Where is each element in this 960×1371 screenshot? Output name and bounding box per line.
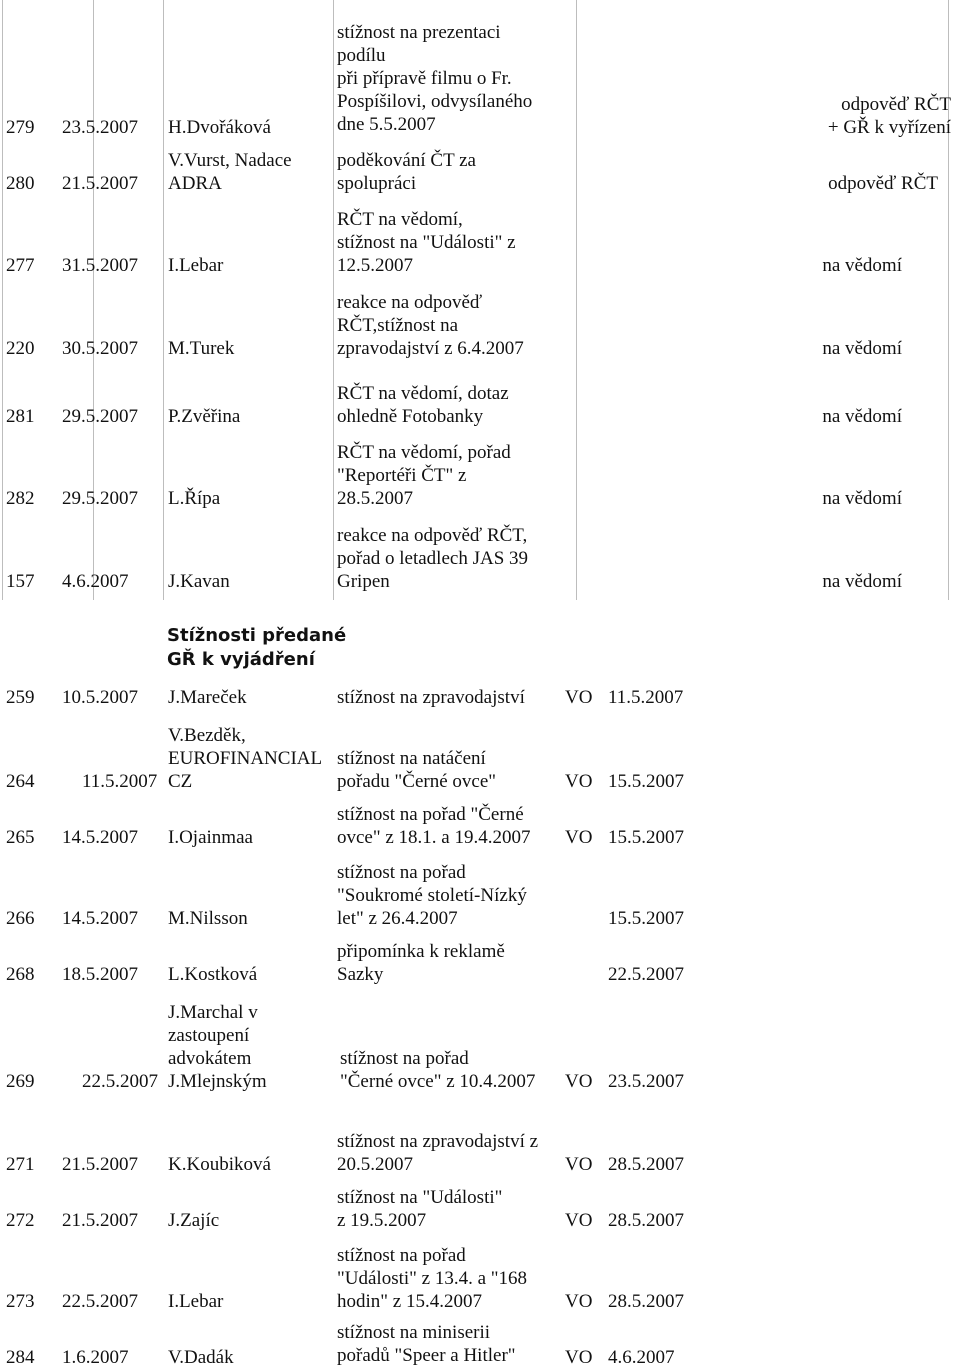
row-number: 269 bbox=[6, 1071, 35, 1092]
row-number: 268 bbox=[6, 964, 35, 985]
row-date: 11.5.2007 bbox=[82, 771, 158, 792]
row-number: 264 bbox=[6, 771, 35, 792]
row-subject: stížnost na "Události" z 19.5.2007 bbox=[337, 1187, 503, 1231]
row-date: 31.5.2007 bbox=[62, 255, 138, 276]
row-sent-date: 28.5.2007 bbox=[608, 1154, 684, 1175]
row-name: I.Lebar bbox=[168, 255, 224, 276]
row-subject: reakce na odpověď RČT, pořad o letadlech JAS 39 Gripen bbox=[337, 525, 529, 592]
row-number: 284 bbox=[6, 1347, 35, 1368]
row-result: odpověď RČT + GŘ k vyřízení bbox=[827, 94, 951, 138]
row-name: V.Dadák bbox=[168, 1347, 234, 1368]
row-date: 21.5.2007 bbox=[62, 1154, 138, 1175]
row-name: L.Kostková bbox=[168, 964, 258, 985]
column-divider bbox=[333, 0, 334, 600]
row-date: 4.6.2007 bbox=[62, 571, 129, 592]
column-divider bbox=[93, 0, 94, 600]
row-subject: RČT na vědomí, pořad "Reportéři ČT" z 28.5.2007 bbox=[337, 442, 511, 509]
row-subject: stížnost na zpravodajství z 20.5.2007 bbox=[337, 1131, 539, 1175]
row-number: 280 bbox=[6, 173, 35, 194]
row-subject: stížnost na pořad "Černé ovce" z 10.4.2007 bbox=[340, 1048, 536, 1092]
row-subject: RČT na vědomí, stížnost na "Události" z 12.5.2007 bbox=[337, 209, 516, 276]
row-number: 273 bbox=[6, 1291, 35, 1312]
column-divider bbox=[163, 0, 164, 600]
row-subject: stížnost na pořad "Soukromé století-Nízký let" z 26.4.2007 bbox=[337, 862, 527, 929]
section-heading: Stížnosti předané GŘ k vyjádření bbox=[167, 625, 347, 670]
row-name: M.Nilsson bbox=[168, 908, 248, 929]
row-name: H.Dvořáková bbox=[168, 117, 271, 138]
row-vo: VO bbox=[565, 1210, 593, 1231]
row-date: 21.5.2007 bbox=[62, 1210, 138, 1231]
row-result: na vědomí bbox=[822, 338, 902, 359]
row-name: I.Ojainmaa bbox=[168, 827, 253, 848]
row-number: 259 bbox=[6, 687, 35, 708]
row-sent-date: 15.5.2007 bbox=[608, 908, 684, 929]
row-subject: RČT na vědomí, dotaz ohledně Fotobanky bbox=[337, 383, 509, 427]
row-number: 279 bbox=[6, 117, 35, 138]
row-subject: poděkování ČT za spolupráci bbox=[337, 150, 476, 194]
row-number: 157 bbox=[6, 571, 35, 592]
row-date: 23.5.2007 bbox=[62, 117, 138, 138]
row-vo: VO bbox=[565, 771, 593, 792]
row-name: J.Mareček bbox=[168, 687, 247, 708]
row-date: 29.5.2007 bbox=[62, 488, 138, 509]
row-result: odpověď RČT bbox=[828, 173, 938, 194]
column-divider bbox=[576, 0, 577, 600]
row-vo: VO bbox=[565, 1154, 593, 1175]
row-date: 30.5.2007 bbox=[62, 338, 138, 359]
row-number: 220 bbox=[6, 338, 35, 359]
row-subject: reakce na odpověď RČT,stížnost na zpravodajství z 6.4.2007 bbox=[337, 292, 524, 359]
row-number: 272 bbox=[6, 1210, 35, 1231]
row-sent-date: 23.5.2007 bbox=[608, 1071, 684, 1092]
row-date: 21.5.2007 bbox=[62, 173, 138, 194]
row-sent-date: 11.5.2007 bbox=[608, 687, 684, 708]
row-number: 265 bbox=[6, 827, 35, 848]
row-name: L.Řípa bbox=[168, 488, 221, 509]
row-subject: stížnost na zpravodajství bbox=[337, 687, 525, 708]
column-divider bbox=[2, 0, 3, 600]
row-name: J.Kavan bbox=[168, 571, 230, 592]
row-result: na vědomí bbox=[822, 488, 902, 509]
row-sent-date: 28.5.2007 bbox=[608, 1210, 684, 1231]
row-name: V.Bezděk, EUROFINANCIAL CZ bbox=[168, 725, 323, 792]
row-number: 266 bbox=[6, 908, 35, 929]
row-vo: VO bbox=[565, 687, 593, 708]
row-subject: stížnost na pořad "Události" z 13.4. a "168 hodin" z 15.4.2007 bbox=[337, 1245, 528, 1312]
row-sent-date: 15.5.2007 bbox=[608, 827, 684, 848]
row-result: na vědomí bbox=[822, 255, 902, 276]
row-name: M.Turek bbox=[168, 338, 235, 359]
row-subject: stížnost na natáčení pořadu "Černé ovce" bbox=[337, 748, 497, 792]
row-name: J.Marchal v zastoupení advokátem J.Mlejnským bbox=[168, 1002, 267, 1092]
row-name: V.Vurst, Nadace ADRA bbox=[168, 150, 292, 194]
row-sent-date: 22.5.2007 bbox=[608, 964, 684, 985]
row-date: 29.5.2007 bbox=[62, 406, 138, 427]
row-date: 1.6.2007 bbox=[62, 1347, 129, 1368]
row-date: 22.5.2007 bbox=[62, 1291, 138, 1312]
row-name: I.Lebar bbox=[168, 1291, 224, 1312]
row-vo: VO bbox=[565, 827, 593, 848]
row-subject: stížnost na prezentaci podílu při přípravě filmu o Fr. Pospíšilovi, odvysílaného dne 5.5.2007 bbox=[337, 22, 533, 135]
row-sent-date: 28.5.2007 bbox=[608, 1291, 684, 1312]
row-date: 14.5.2007 bbox=[62, 908, 138, 929]
row-date: 22.5.2007 bbox=[82, 1071, 158, 1092]
row-date: 10.5.2007 bbox=[62, 687, 138, 708]
row-result: na vědomí bbox=[822, 406, 902, 427]
row-result: na vědomí bbox=[822, 571, 902, 592]
row-name: P.Zvěřina bbox=[168, 406, 241, 427]
row-vo: VO bbox=[565, 1347, 593, 1368]
row-name: J.Zajíc bbox=[168, 1210, 220, 1231]
row-number: 281 bbox=[6, 406, 35, 427]
column-divider bbox=[948, 0, 949, 600]
row-date: 18.5.2007 bbox=[62, 964, 138, 985]
row-subject: připomínka k reklamě Sazky bbox=[337, 941, 505, 985]
row-name: K.Koubiková bbox=[168, 1154, 271, 1175]
row-number: 282 bbox=[6, 488, 35, 509]
row-sent-date: 15.5.2007 bbox=[608, 771, 684, 792]
row-vo: VO bbox=[565, 1291, 593, 1312]
row-date: 14.5.2007 bbox=[62, 827, 138, 848]
row-number: 271 bbox=[6, 1154, 35, 1175]
row-number: 277 bbox=[6, 255, 35, 276]
row-subject: stížnost na pořad "Černé ovce" z 18.1. a 19.4.2007 bbox=[337, 804, 531, 848]
row-sent-date: 4.6.2007 bbox=[608, 1347, 675, 1368]
row-subject: stížnost na miniserii pořadů "Speer a Hitler" bbox=[337, 1322, 516, 1366]
row-vo: VO bbox=[565, 1071, 593, 1092]
